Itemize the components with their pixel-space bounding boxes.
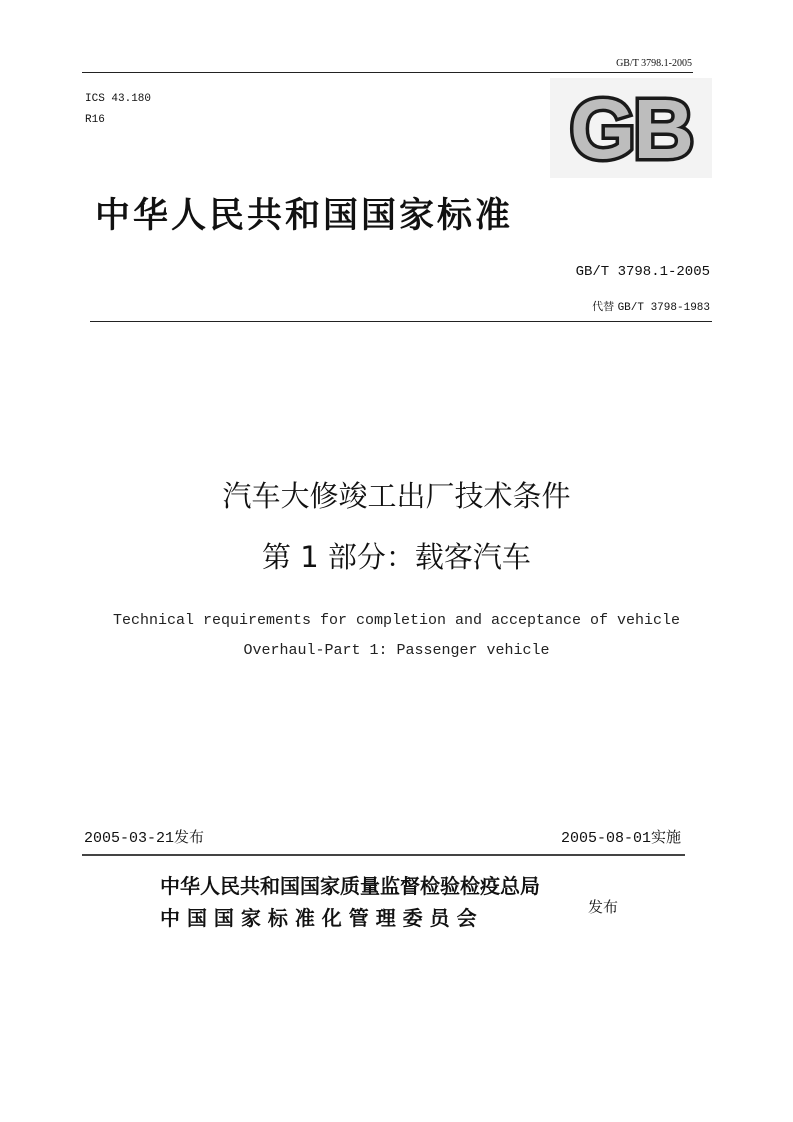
header-doc-code: GB/T 3798.1-2005 xyxy=(616,58,692,69)
effective-label: 实施 xyxy=(650,828,681,846)
gb-logo xyxy=(550,78,712,178)
replaces-line xyxy=(592,298,710,314)
dates-rule xyxy=(82,854,685,856)
header-rule xyxy=(82,72,693,73)
ics-code: ICS 43.180 xyxy=(85,93,152,105)
standard-type-heading: 中华人民共和国国家标准 xyxy=(95,196,514,236)
title-en-line1: Technical requirements for completion and acceptance of vehicle xyxy=(112,612,681,629)
standard-number: GB/T 3798.1-2005 xyxy=(575,264,710,280)
publisher-label: 发布 xyxy=(588,898,619,916)
effective-date: 2005-08-01 xyxy=(560,830,651,847)
title-zh-line1: 汽车大修竣工出厂技术条件 xyxy=(222,479,571,513)
issue-date-line xyxy=(84,826,204,847)
title-rule xyxy=(90,321,712,322)
ccs-code: R16 xyxy=(85,114,105,126)
issue-label: 发布 xyxy=(174,828,205,846)
replaces-label: 代替 xyxy=(592,300,615,313)
publisher-line2: 中 国 国 家 标 准 化 管 理 委 员 会 xyxy=(160,906,477,930)
issue-date: 2005-03-21 xyxy=(84,830,175,847)
replaces-number: GB/T 3798-1983 xyxy=(617,302,710,314)
publisher-line1: 中华人民共和国国家质量监督检验检疫总局 xyxy=(160,874,540,898)
title-en-line2: Overhaul-Part 1: Passenger vehicle xyxy=(243,642,550,659)
effective-date-line xyxy=(561,826,681,847)
title-zh-line2: 第 1 部分：载客汽车 xyxy=(262,540,531,574)
gb-logo-icon xyxy=(550,78,712,178)
svg-text:GB: GB xyxy=(570,82,692,176)
